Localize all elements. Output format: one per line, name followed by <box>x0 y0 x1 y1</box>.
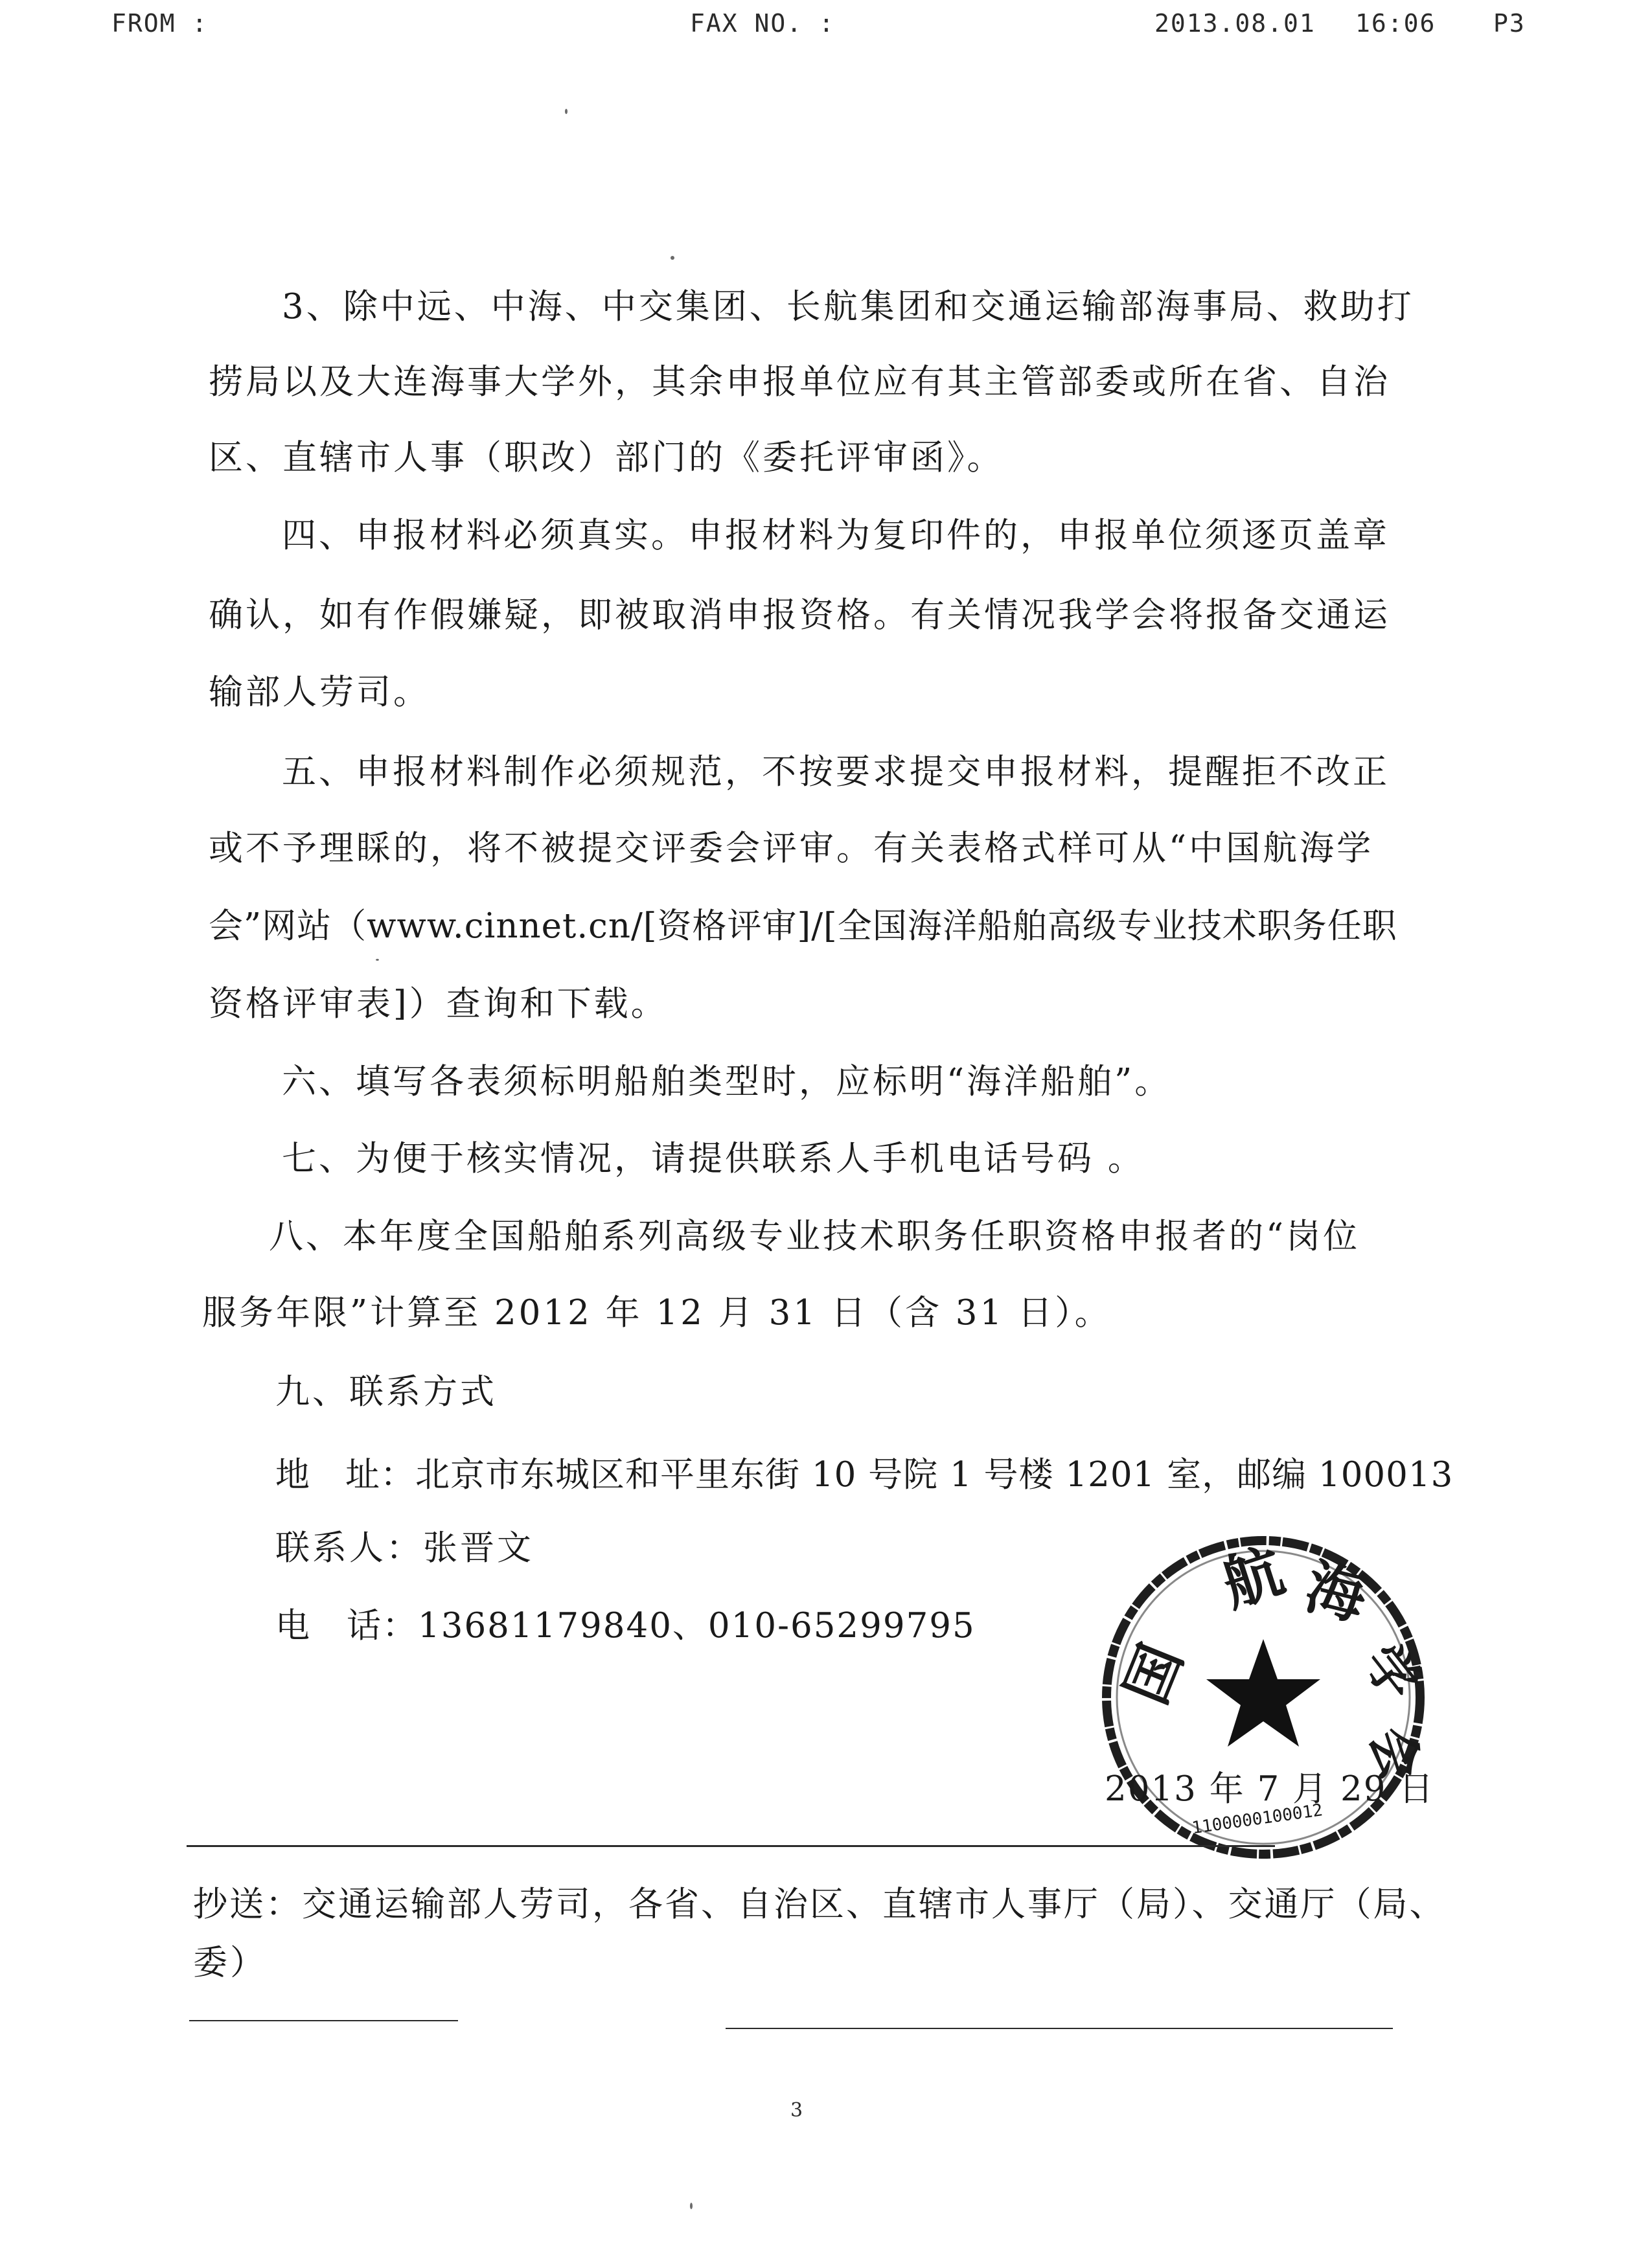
body-line-12: 七、为便于核实情况，请提供联系人手机电话号码 。 <box>282 1139 1145 1178</box>
body-line-4: 四、申报材料必须真实。申报材料为复印件的，申报单位须逐页盖章 <box>282 516 1390 555</box>
page-number: 3 <box>790 2099 803 2122</box>
fax-time: 16:06 <box>1355 9 1436 38</box>
official-seal <box>1095 1529 1435 1866</box>
cc-line-1: 抄送：交通运输部人劳司，各省、自治区、直辖市人事厅（局）、交通厅（局、 <box>193 1885 1446 1924</box>
fax-number-label: FAX NO. : <box>690 9 835 38</box>
signature-date: 2013 年 7 月 29 日 <box>1105 1769 1435 1809</box>
body-line-5: 确认，如有作假嫌疑，即被取消申报资格。有关情况我学会将报备交通运 <box>209 595 1390 635</box>
fax-page: P3 <box>1493 9 1526 38</box>
svg-text:国: 国 <box>1111 1635 1196 1714</box>
body-line-10: 资格评审表]）查询和下载。 <box>209 984 668 1024</box>
body-line-1: 3、除中远、中海、中交集团、长航集团和交通运输部海事局、救助打 <box>282 287 1414 327</box>
cc-top-rule <box>187 1845 1275 1847</box>
body-line-3: 区、直辖市人事（职改）部门的《委托评审函》。 <box>209 438 1004 477</box>
body-line-9: 会”网站（www.cinnet.cn/[资格评审]/[全国海洋船舶高级专业技术职务任职 <box>209 906 1397 946</box>
svg-text:会: 会 <box>1358 1719 1432 1788</box>
scan-speck <box>671 256 674 260</box>
scan-speck <box>376 959 379 961</box>
body-line-13: 八、本年度全国船舶系列高级专业技术职务任职资格申报者的“岗位 <box>269 1217 1360 1256</box>
svg-text:海: 海 <box>1298 1551 1374 1634</box>
svg-text:1100000100012: 1100000100012 <box>1190 1800 1324 1839</box>
seal-graphic <box>1095 1529 1435 1866</box>
cc-bottom-rule-right <box>726 2028 1393 2029</box>
body-line-11: 六、填写各表须标明船舶类型时，应标明“海洋船舶”。 <box>282 1062 1172 1101</box>
contact-heading: 九、联系方式 <box>275 1372 497 1412</box>
cc-line-2: 委） <box>193 1943 267 1982</box>
body-line-14: 服务年限”计算至 2012 年 12 月 31 日（含 31 日）。 <box>202 1293 1112 1333</box>
scan-speck <box>690 2203 693 2209</box>
scan-speck <box>565 109 568 114</box>
contact-phone: 电 话：13681179840、010-65299795 <box>275 1606 976 1646</box>
svg-text:航: 航 <box>1213 1535 1292 1620</box>
body-line-6: 输部人劳司。 <box>209 672 430 712</box>
fax-from: FROM : <box>111 9 209 38</box>
body-line-2: 捞局以及大连海事大学外，其余申报单位应有其主管部委或所在省、自治 <box>209 362 1390 402</box>
body-line-8: 或不予理睬的，将不被提交评委会评审。有关表格式样可从“中国航海学 <box>209 829 1374 868</box>
fax-date: 2013.08.01 <box>1154 9 1316 38</box>
body-line-7: 五、申报材料制作必须规范，不按要求提交申报材料，提醒拒不改正 <box>282 752 1390 792</box>
svg-text:学: 学 <box>1351 1633 1432 1712</box>
cc-bottom-rule-left <box>189 2020 458 2021</box>
contact-person: 联系人：张晋文 <box>275 1528 534 1568</box>
contact-address: 地 址：北京市东城区和平里东街 10 号院 1 号楼 1201 室，邮编 100013 <box>275 1455 1454 1495</box>
